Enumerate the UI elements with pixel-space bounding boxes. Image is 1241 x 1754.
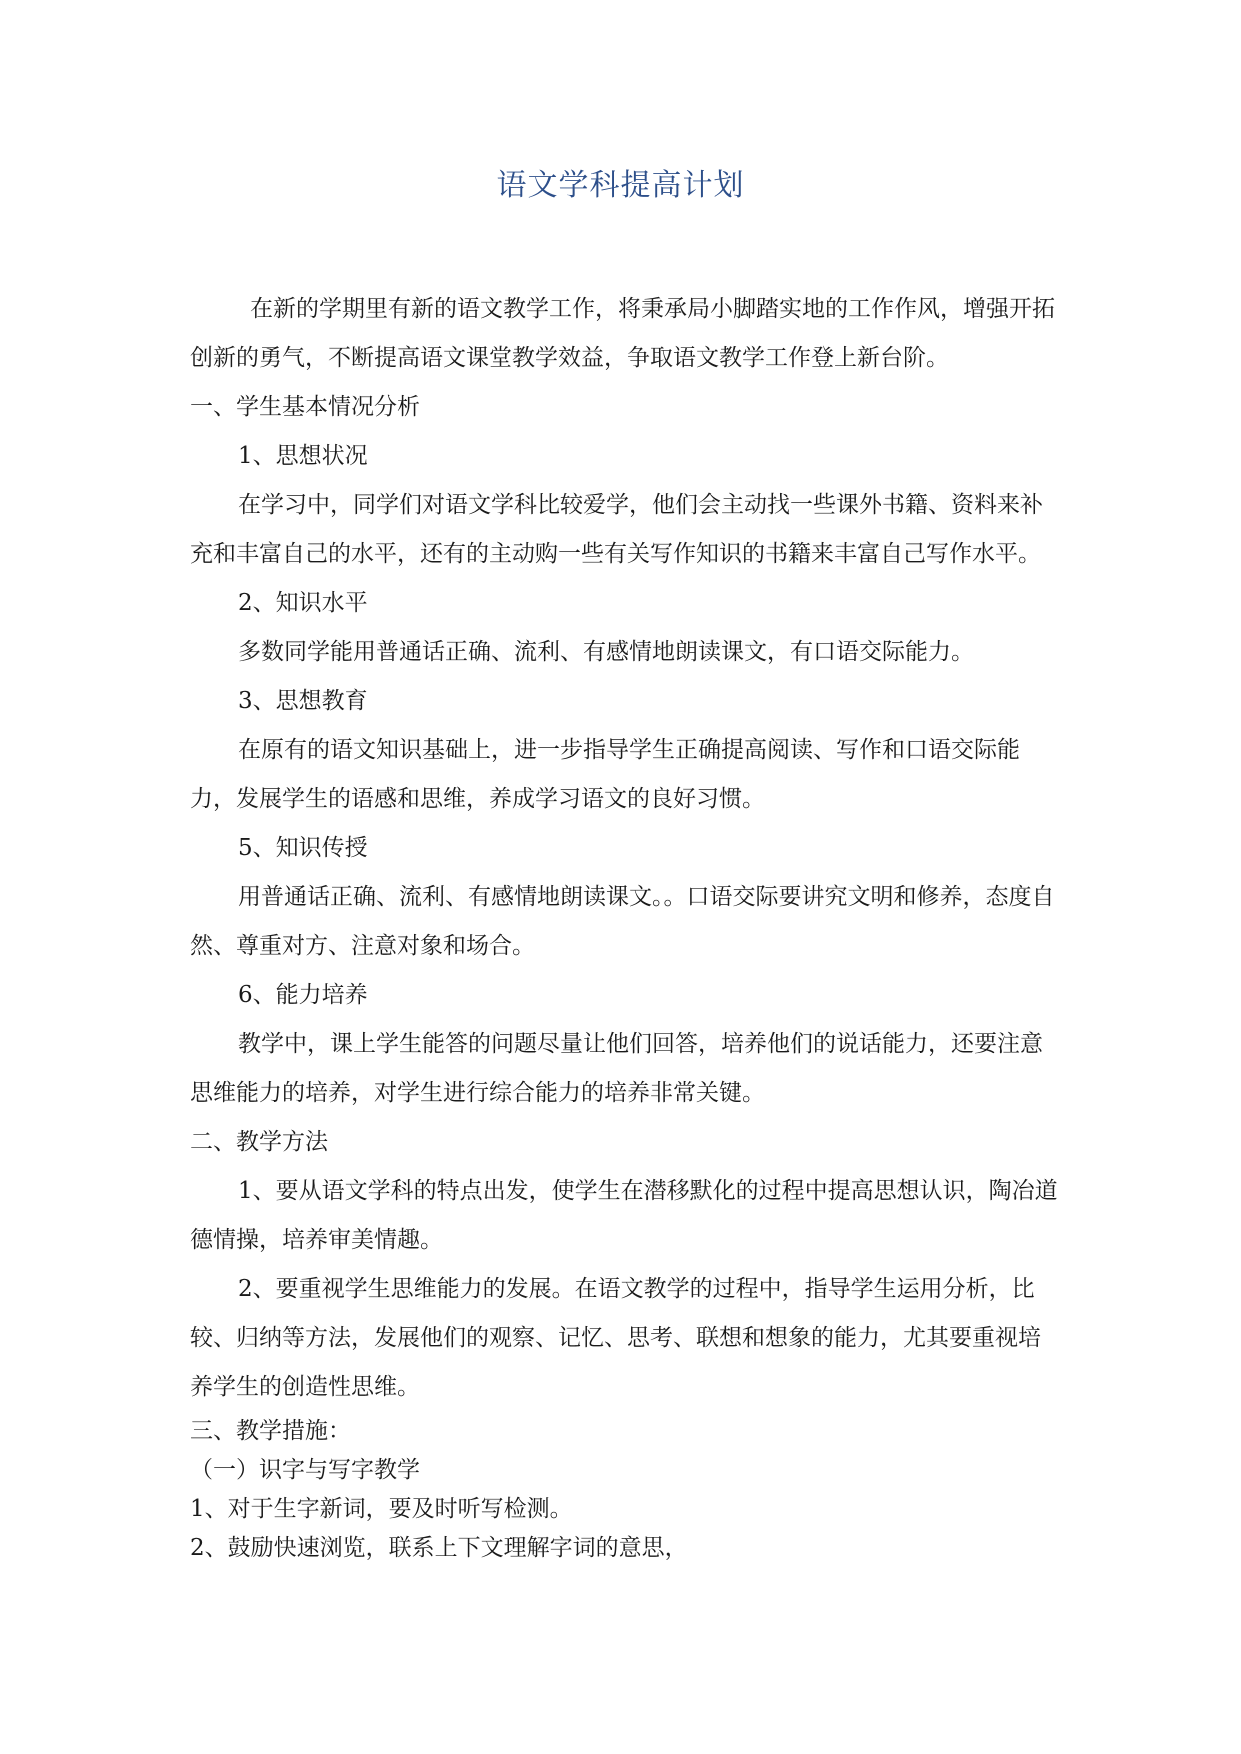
section-heading: 一、学生基本情况分析 — [190, 394, 420, 420]
subsection-heading: 1、思想状况 — [238, 443, 368, 469]
body-paragraph: 用普通话正确、流利、有感情地朗读课文。。口语交际要讲究文明和修养，态度自然、尊重对方、注意对象和场合。 — [190, 884, 1055, 959]
body-paragraph: 2、要重视学生思维能力的发展。在语文教学的过程中，指导学生运用分析，比较、归纳等方法，发展他们的观察、记忆、思考、联想和想象的能力，尤其要重视培养学生的创造性思维。 — [190, 1276, 1041, 1400]
subsection-heading: 6、能力培养 — [238, 982, 368, 1008]
intro-paragraph: 在新的学期里有新的语文教学工作，将秉承局小脚踏实地的工作作风，增强开拓创新的勇气，不断提高语文课堂教学效益，争取语文教学工作登上新台阶。 — [190, 296, 1055, 371]
document-body — [190, 285, 1060, 1568]
body-paragraph: 在原有的语文知识基础上，进一步指导学生正确提高阅读、写作和口语交际能力，发展学生的语感和思维，养成学习语文的良好习惯。 — [190, 737, 1020, 812]
subsection-heading: 5、知识传授 — [238, 835, 368, 861]
subsection-heading: （一）识字与写字教学 — [190, 1457, 420, 1483]
list-item: 2、鼓励快速浏览，联系上下文理解字词的意思， — [190, 1535, 688, 1561]
body-paragraph: 多数同学能用普通话正确、流利、有感情地朗读课文，有口语交际能力。 — [238, 639, 974, 665]
body-paragraph: 教学中，课上学生能答的问题尽量让他们回答，培养他们的说话能力，还要注意思维能力的培养，对学生进行综合能力的培养非常关键。 — [190, 1031, 1043, 1106]
document-title: 语文学科提高计划 — [496, 168, 745, 203]
list-item: 1、对于生字新词，要及时听写检测。 — [190, 1496, 573, 1522]
subsection-heading: 3、思想教育 — [238, 688, 368, 714]
section-heading: 二、教学方法 — [190, 1129, 328, 1155]
body-paragraph: 在学习中，同学们对语文学科比较爱学，他们会主动找一些课外书籍、资料来补充和丰富自己的水平，还有的主动购一些有关写作知识的书籍来丰富自己写作水平。 — [190, 492, 1043, 567]
body-paragraph: 1、要从语文学科的特点出发，使学生在潜移默化的过程中提高思想认识，陶冶道德情操，培养审美情趣。 — [190, 1178, 1058, 1253]
section-heading: 三、教学措施： — [190, 1418, 351, 1444]
subsection-heading: 2、知识水平 — [238, 590, 368, 616]
